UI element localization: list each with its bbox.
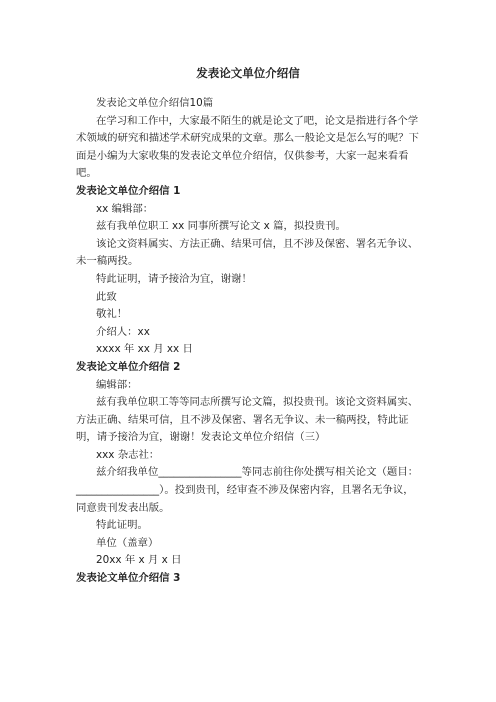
section-1-paragraph: xxxx 年 xx 月 xx 日	[96, 343, 193, 356]
section-2-paragraph: 编辑部：	[96, 378, 138, 391]
section-1-paragraph: 特此证明，请予接洽为宜，谢谢！	[96, 272, 252, 285]
section-2-paragraph: 兹有我单位职工等等同志所撰写论文篇，拟投贵刊。该论文资料属实、方法正确、结果可信，且不涉及保密、署名无争议、未一稿两投，特此证明，请予接洽为宜，谢谢！发表论文单位介绍信（三）	[76, 396, 419, 444]
section-1-paragraph: 兹有我单位职工 xx 同事所撰写论文 x 篇，拟投贵刊。	[96, 220, 346, 233]
intro-paragraph: 在学习和工作中，大家最不陌生的就是论文了吧，论文是指进行各个学术领域的研究和描述学术研究成果的文章。那么一般论文是怎么写的呢？下面是小编为大家收集的发表论文单位介绍信，仅供参考，大家一起来看看吧。	[76, 114, 419, 180]
section-2-paragraph: 20xx 年 x 月 x 日	[96, 554, 182, 567]
section-2-paragraph: xxx 杂志社：	[96, 448, 160, 461]
section-1-paragraph: 介绍人：xx	[96, 325, 150, 338]
section-2-paragraph: 兹介绍我单位________________等同志前往你处撰写相关论文（题目：________________）。投到贵刊，经审查不涉及保密内容，且署名无争议，同意贵刊发表出版。	[76, 466, 419, 514]
section-2-paragraph: 特此证明。	[96, 519, 148, 532]
section-1-paragraph: 敬礼！	[96, 308, 128, 321]
document-title: 发表论文单位介绍信	[196, 66, 300, 80]
section-heading-1: 发表论文单位介绍信 1	[76, 184, 181, 197]
section-heading-3: 发表论文单位介绍信 3	[76, 572, 181, 585]
section-1-paragraph: 此致	[96, 290, 117, 303]
section-2-paragraph: 单位（盖章）	[96, 536, 159, 549]
section-heading-2: 发表论文单位介绍信 2	[76, 360, 181, 373]
intro-subtitle: 发表论文单位介绍信10篇	[96, 97, 214, 109]
section-1-paragraph: xx 编辑部：	[96, 202, 154, 215]
section-1-paragraph: 该论文资料属实、方法正确、结果可信，且不涉及保密、署名无争议、未一稿两投。	[76, 237, 419, 268]
